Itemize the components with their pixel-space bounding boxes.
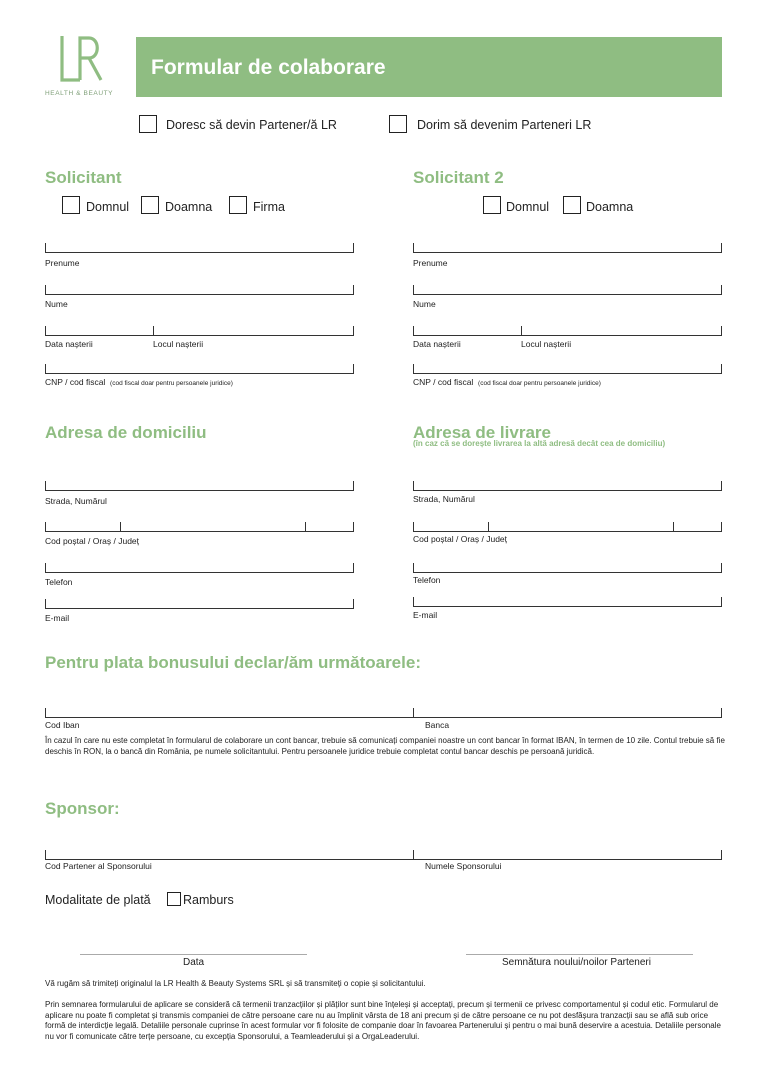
field-divider: [673, 522, 674, 532]
lr-logo: [58, 34, 104, 84]
phone-label: Telefon: [45, 577, 73, 587]
iban-label: Cod Iban: [45, 720, 80, 730]
applicant1-heading: Solicitant: [45, 168, 122, 187]
label-mrs-2: Doamna: [586, 200, 634, 214]
applicant2-heading: Solicitant 2: [413, 168, 504, 187]
cnp-field-2[interactable]: [413, 364, 722, 374]
field-divider: [153, 326, 154, 336]
page-title: Formular de colaborare: [151, 56, 386, 79]
checkbox-mrs[interactable]: [141, 196, 159, 214]
birth-place-label: Locul nașterii: [153, 339, 204, 349]
birth-place-label-2: Locul nașterii: [521, 339, 572, 349]
phone-field-2[interactable]: [413, 563, 722, 573]
sponsor-name-label: Numele Sponsorului: [425, 861, 502, 871]
email-label-2: E-mail: [413, 610, 438, 620]
first-name-field-2[interactable]: [413, 243, 722, 253]
label-individual-partner: Doresc să devin Partener/ă LR: [166, 118, 337, 132]
cnp-field[interactable]: [45, 364, 354, 374]
sponsor-code-label: Cod Partener al Sponsorului: [45, 861, 152, 871]
delivery-address-note: (în caz că se dorește livrarea la altă adresă decât cea de domiciliu): [413, 439, 666, 448]
street-field[interactable]: [45, 481, 354, 491]
street-field-2[interactable]: [413, 481, 722, 491]
label-mr-2: Domnul: [506, 200, 550, 214]
checkbox-mrs-2[interactable]: [563, 196, 581, 214]
checkbox-cash-on-delivery[interactable]: [167, 892, 181, 906]
first-name-label-2: Prenume: [413, 258, 448, 268]
date-line[interactable]: [80, 954, 307, 955]
checkbox-mr-2[interactable]: [483, 196, 501, 214]
bonus-note: În cazul în care nu este completat în formularul de colaborare un cont bancar, trebuie să comunicați companiei noastre un cont bancar în format IBAN, în termen de 10 zile. Contul trebuie să fie deschis în RON, la o bancă din România, pe numele solicitantului. Pentru persoanele juridice trebuie completat contul bancar deschis pe persoană juridică.: [45, 736, 725, 756]
field-divider: [413, 708, 414, 718]
street-label-2: Strada, Numărul: [413, 494, 475, 504]
street-label: Strada, Numărul: [45, 496, 107, 506]
last-name-field-2[interactable]: [413, 285, 722, 295]
field-divider: [488, 522, 489, 532]
last-name-label: Nume: [45, 299, 68, 309]
checkbox-company[interactable]: [229, 196, 247, 214]
birth-field[interactable]: [45, 326, 354, 336]
bonus-heading: Pentru plata bonusului declar/ăm următoarele:: [45, 653, 421, 672]
birth-field-2[interactable]: [413, 326, 722, 336]
field-divider: [305, 522, 306, 532]
first-name-label: Prenume: [45, 258, 80, 268]
date-label: Data: [183, 957, 205, 968]
cnp-label: CNP / cod fiscal (cod fiscal doar pentru persoanele juridice): [45, 377, 233, 387]
phone-label-2: Telefon: [413, 575, 441, 585]
checkbox-individual-partner[interactable]: [139, 115, 157, 133]
postal-city-county-field-2[interactable]: [413, 522, 722, 532]
sponsor-heading: Sponsor:: [45, 799, 120, 818]
email-field-2[interactable]: [413, 597, 722, 607]
send-note: Vă rugăm să trimiteți originalul la LR Health & Beauty Systems SRL și să transmiteți o copie și solicitantului.: [45, 979, 426, 988]
cnp-label-2: CNP / cod fiscal (cod fiscal doar pentru persoanele juridice): [413, 377, 601, 387]
label-mrs: Doamna: [165, 200, 213, 214]
field-divider: [521, 326, 522, 336]
last-name-label-2: Nume: [413, 299, 436, 309]
postal-label-2: Cod poștal / Oraș / Județ: [413, 534, 508, 544]
legal-text: Prin semnarea formularului de aplicare se consideră că termenii tranzacțiilor și plăților sunt bine înțeleși și acceptați, precum și termenii ce privesc comportamentul și codul etic. Formularul de aplicare nu poate fi completat și transmis companiei de către persoane care nu au împlinit vârsta de 18 ani precum și de către persoane ce nu pot desfășura tranzacții sau se află sub orice formă de interdicție legală. Detaliile personale cuprinse în acest formular vor fi folosite de companie doar în favoarea Partenerului și pentru o mai bună deservire a acestuia. Detaliile personale nu vor fi comunicate către terțe persoane, cu excepția Sponsorului, a Teamleaderului și a OrgaLeaderului.: [45, 1000, 721, 1041]
email-field[interactable]: [45, 599, 354, 609]
signature-label: Semnătura noului/noilor Parteneri: [502, 957, 651, 968]
first-name-field[interactable]: [45, 243, 354, 253]
checkbox-joint-partners[interactable]: [389, 115, 407, 133]
brand-subtitle: HEALTH & BEAUTY: [45, 90, 114, 97]
sponsor-field[interactable]: [45, 850, 722, 860]
last-name-field[interactable]: [45, 285, 354, 295]
checkbox-mr[interactable]: [62, 196, 80, 214]
bank-label: Banca: [425, 720, 450, 730]
birth-date-label-2: Data nașterii: [413, 339, 461, 349]
signature-line[interactable]: [466, 954, 693, 955]
label-company: Firma: [253, 200, 285, 214]
payment-label: Modalitate de plată: [45, 893, 151, 907]
label-mr: Domnul: [86, 200, 130, 214]
field-divider: [413, 850, 414, 860]
label-joint-partners: Dorim să devenim Parteneri LR: [417, 118, 592, 132]
postal-label: Cod poștal / Oraș / Județ: [45, 536, 140, 546]
iban-bank-field[interactable]: [45, 708, 722, 718]
field-divider: [120, 522, 121, 532]
delivery-address-heading: Adresa de livrare: [413, 423, 551, 442]
birth-date-label: Data nașterii: [45, 339, 93, 349]
home-address-heading: Adresa de domiciliu: [45, 423, 207, 442]
postal-city-county-field[interactable]: [45, 522, 354, 532]
phone-field[interactable]: [45, 563, 354, 573]
email-label: E-mail: [45, 613, 70, 623]
cash-on-delivery-label: Ramburs: [183, 893, 234, 907]
